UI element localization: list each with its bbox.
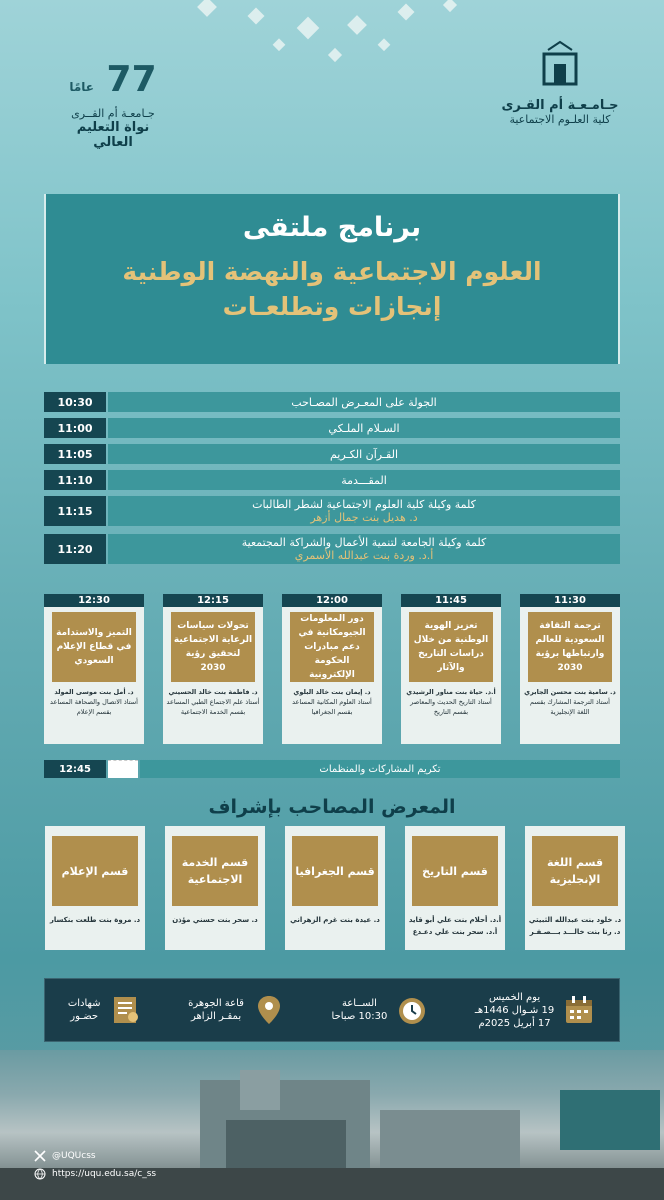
exhibition-title: المعرض المصاحب بإشراف bbox=[208, 796, 456, 818]
department-card bbox=[525, 826, 625, 950]
session-speaker-role: أستاذ علم الاجتماع الطبي المساعد بقسم الخدمة الاجتماعية bbox=[166, 698, 260, 716]
session-card bbox=[44, 594, 144, 744]
department-rep: د. خلود بنت عبدالله الثبيتي bbox=[528, 916, 622, 924]
info-time-label: الســاعة bbox=[341, 998, 377, 1009]
geometric-pattern bbox=[160, 0, 500, 70]
session-time: 12:00 bbox=[282, 594, 382, 607]
session-time: 11:30 bbox=[520, 594, 620, 607]
info-date bbox=[475, 991, 596, 1030]
department-name: قسم الخدمة الاجتماعية bbox=[172, 836, 258, 906]
agenda-item: كلمة وكيلة كلية العلوم الاجتماعية لشطر الطالبات bbox=[252, 498, 476, 511]
agenda-row bbox=[44, 444, 620, 464]
session-topic: تعزيز الهوية الوطنية من خلال دراسات التاريخ والآثار bbox=[409, 612, 493, 682]
anniversary-word: عامًا bbox=[69, 80, 94, 94]
divider bbox=[108, 760, 138, 778]
session-topic: التميز والاستدامة في قطاع الإعلام السعودي bbox=[52, 612, 136, 682]
department-rep: أ.د. سحر بنت علي دعـدع bbox=[412, 928, 498, 936]
agenda-time: 10:30 bbox=[44, 392, 106, 412]
anniversary-line2: نواة التعليم العالي bbox=[76, 120, 150, 150]
session-speaker-role: أستاذ العلوم المكانية المساعد بقسم الجغرافيا bbox=[292, 698, 372, 716]
session-topic: تحولات سياسات الرعاية الاجتماعية لتحقيق رؤية 2030 bbox=[171, 612, 255, 682]
department-name: قسم اللغة الإنجليزية bbox=[532, 836, 618, 906]
info-place bbox=[188, 993, 286, 1027]
info-place-campus: بمقـر الزاهر bbox=[190, 1011, 242, 1022]
session-topic: ترجمة الثقافة السعودية للعالم وارتباطها برؤية 2030 bbox=[528, 612, 612, 682]
department-card bbox=[285, 826, 385, 950]
info-certificate-label: شهادات bbox=[67, 998, 101, 1009]
session-topic: دور المعلومات الجيومكانية في دعم مبادرات الحكومة الإلكترونية bbox=[290, 612, 374, 682]
department-name: قسم الإعلام bbox=[52, 836, 138, 906]
x-icon bbox=[34, 1150, 46, 1162]
footer-twitter[interactable] bbox=[34, 1150, 96, 1162]
info-date-hijri: 19 شـوال 1446هـ bbox=[474, 1004, 555, 1016]
agenda-speaker: د. هديل بنت جمال أزهر bbox=[310, 511, 418, 524]
agenda-item: السـلام الملـكي bbox=[328, 421, 400, 435]
program-title: برنامج ملتقى bbox=[242, 212, 422, 243]
title-box bbox=[44, 194, 620, 364]
agenda-time: 11:00 bbox=[44, 418, 106, 438]
agenda-item: الجولة على المعـرض المصـاحب bbox=[291, 395, 437, 409]
session-speaker: أ.د. حياة بنت مناور الرشيدي bbox=[406, 688, 496, 696]
session-card bbox=[520, 594, 620, 744]
agenda-row bbox=[44, 392, 620, 412]
session-time: 11:45 bbox=[401, 594, 501, 607]
footer-website[interactable] bbox=[34, 1168, 156, 1180]
department-name: قسم الجغرافيا bbox=[292, 836, 378, 906]
department-card bbox=[45, 826, 145, 950]
agenda-item: المقـــدمة bbox=[341, 473, 387, 487]
session-card bbox=[163, 594, 263, 744]
info-time bbox=[332, 993, 430, 1027]
department-card bbox=[165, 826, 265, 950]
info-certificate bbox=[68, 993, 143, 1027]
agenda-time: 11:05 bbox=[44, 444, 106, 464]
agenda-row bbox=[44, 534, 620, 564]
session-speaker-role: أستاذ التاريخ الحديث والمعاصر بقسم التاريخ bbox=[410, 698, 492, 716]
anniversary-logo bbox=[58, 60, 168, 150]
anniversary-number: 77 bbox=[106, 59, 157, 100]
session-speaker-role: أستاذ الترجمة المشارك بقسم اللغة الإنجليزية bbox=[530, 698, 610, 716]
session-time: 12:30 bbox=[44, 594, 144, 607]
session-speaker: د. إيمان بنت خالد البلوي bbox=[293, 688, 371, 696]
session-card bbox=[282, 594, 382, 744]
department-rep: د. مروة بنت طلعت بنكسار bbox=[49, 916, 141, 924]
location-icon bbox=[252, 993, 286, 1027]
info-date-gregorian: 17 أبريل 2025م bbox=[478, 1017, 551, 1029]
honoring-time: 12:45 bbox=[44, 760, 106, 778]
agenda-speaker: أ.د. وردة بنت عبدالله الأسمري bbox=[294, 549, 434, 562]
honoring-row bbox=[44, 760, 620, 778]
info-date-day: يوم الخميس bbox=[488, 991, 541, 1003]
session-speaker: د. أمل بنت موسى المولد bbox=[54, 688, 134, 696]
department-rep: أ.د. أحلام بنت علي أبو قايد bbox=[408, 916, 502, 924]
agenda-time: 11:10 bbox=[44, 470, 106, 490]
info-certificate-type: حضـور bbox=[70, 1011, 99, 1022]
globe-icon bbox=[34, 1168, 46, 1180]
department-rep: د. سحر بنت حسني مؤذن bbox=[172, 916, 258, 924]
agenda-time: 11:20 bbox=[44, 534, 106, 564]
certificate-icon bbox=[109, 993, 143, 1027]
agenda-item: كلمة وكيلة الجامعة لتنمية الأعمال والشراكة المجتمعية bbox=[241, 536, 487, 549]
agenda-item: القـرآن الكـريم bbox=[329, 447, 399, 461]
info-bar bbox=[44, 978, 620, 1042]
department-rep: د. رنا بنت خالـــد بـــصـفـر bbox=[529, 928, 621, 936]
info-time-value: 10:30 صباحا bbox=[331, 1011, 388, 1022]
event-subtitle: إنجازات وتطلعـات bbox=[222, 292, 442, 321]
session-speaker: د. سامية بنت محسن الجابري bbox=[524, 688, 616, 696]
honoring-item: تكريم المشاركات والمنظمات bbox=[319, 763, 441, 775]
session-time: 12:15 bbox=[163, 594, 263, 607]
twitter-handle: @UQUcss bbox=[52, 1151, 96, 1161]
website-url: https://uqu.edu.sa/c_ss bbox=[52, 1169, 157, 1179]
info-place-hall: قاعة الجوهرة bbox=[188, 998, 244, 1009]
clock-icon bbox=[395, 993, 429, 1027]
department-rep: د. عيدة بنت غرم الزهراني bbox=[290, 916, 380, 924]
agenda-time: 11:15 bbox=[44, 496, 106, 526]
university-name: جـامـعـة أم القـرى bbox=[501, 98, 619, 113]
session-card bbox=[401, 594, 501, 744]
college-name: كلية العلـوم الاجتماعية bbox=[509, 113, 611, 126]
session-speaker-role: أستاذ الاتصال والصحافة المساعد بقسم الإعلام bbox=[50, 698, 138, 716]
department-name: قسم التاريخ bbox=[412, 836, 498, 906]
university-emblem-icon bbox=[540, 40, 580, 88]
event-title: العلوم الاجتماعية والنهضة الوطنية bbox=[122, 257, 542, 286]
agenda-row bbox=[44, 470, 620, 490]
university-logo bbox=[500, 40, 620, 126]
anniversary-line1: جـامعـة أم القــرى bbox=[71, 107, 155, 120]
agenda-row bbox=[44, 496, 620, 526]
session-speaker: د. فاطمة بنت خالد الحسيني bbox=[168, 688, 258, 696]
calendar-icon bbox=[562, 993, 596, 1027]
department-card bbox=[405, 826, 505, 950]
agenda-row bbox=[44, 418, 620, 438]
